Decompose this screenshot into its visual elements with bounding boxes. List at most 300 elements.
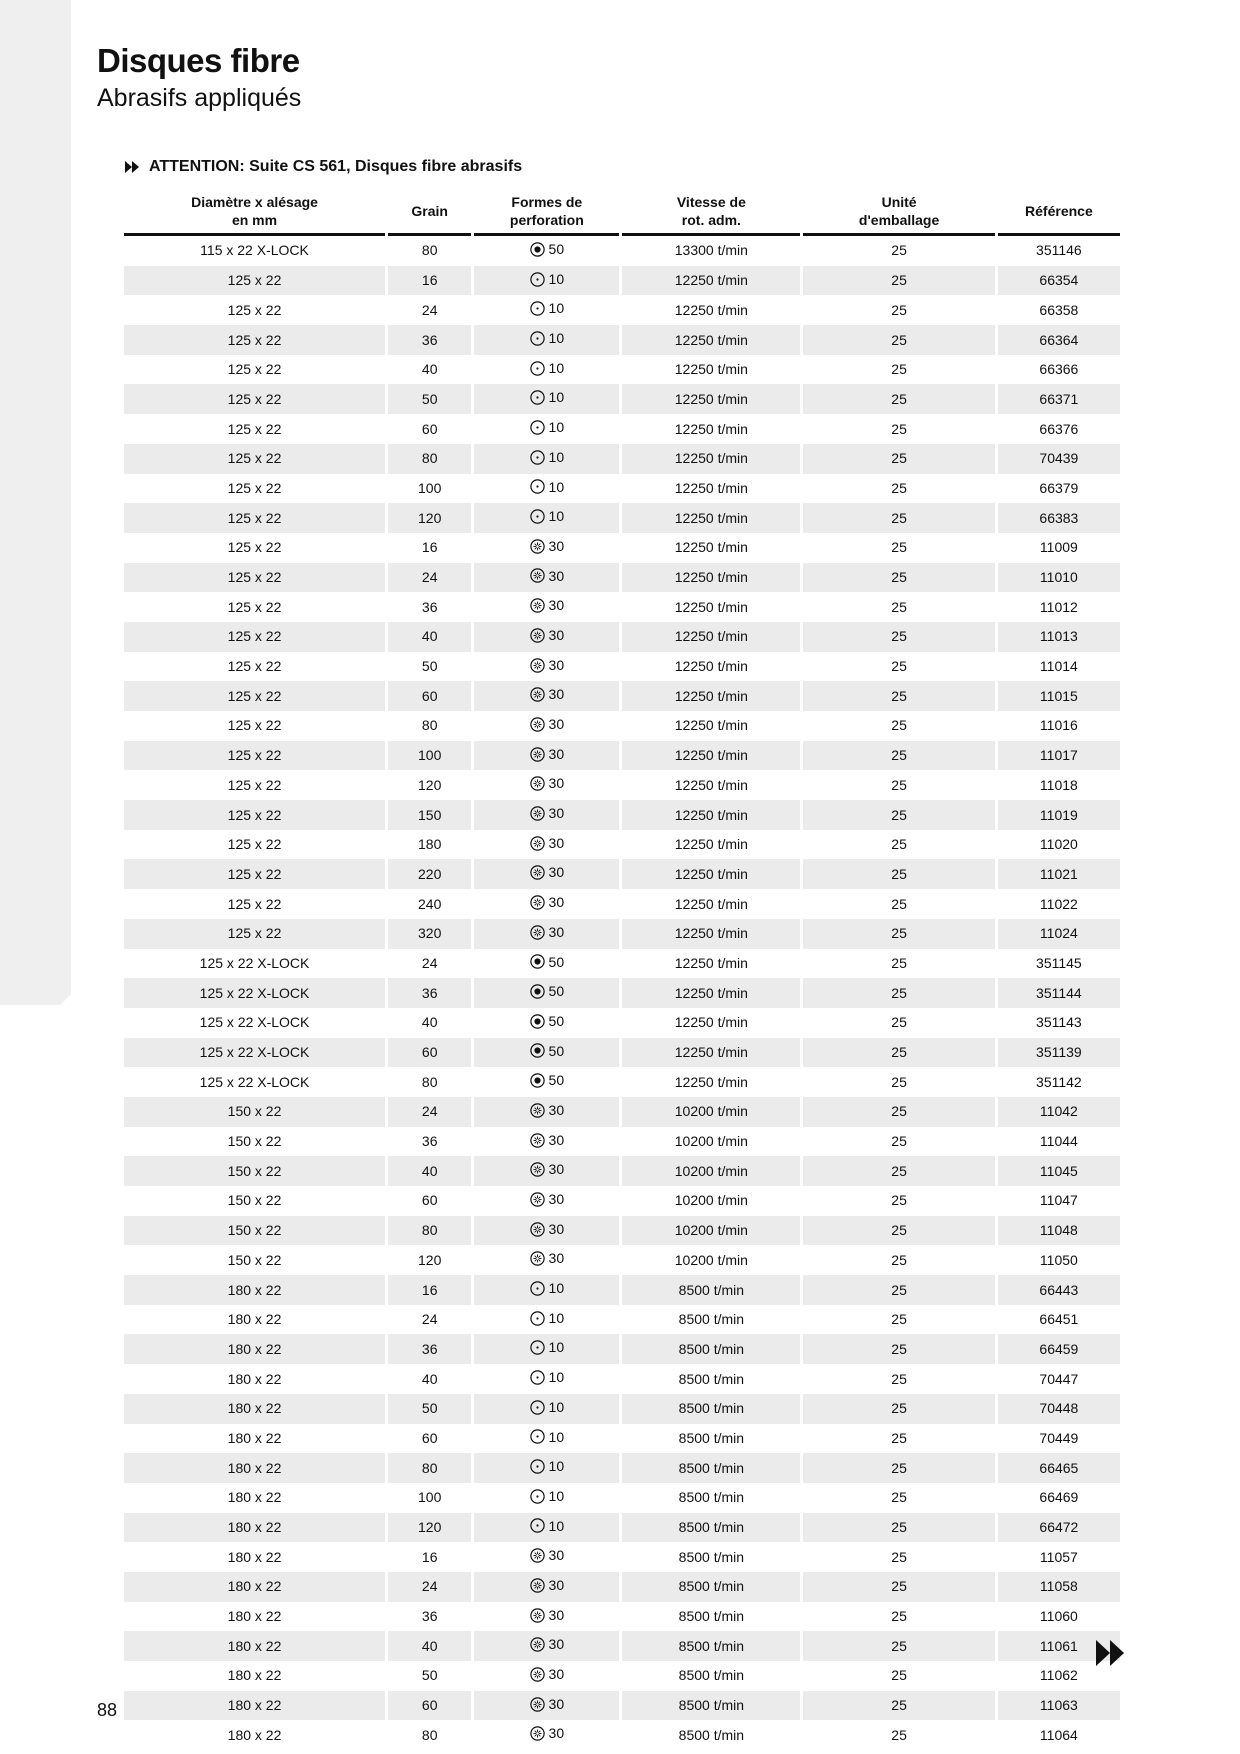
header-speed-line2: rot. adm.	[681, 212, 741, 228]
table-row	[124, 1453, 1120, 1483]
header-unit-line1: Unité	[881, 194, 917, 210]
cell-speed: 12250 t/min	[674, 479, 748, 496]
table-row	[124, 1661, 1120, 1691]
cell-grain: 24	[388, 1097, 471, 1127]
perforation-star-icon	[530, 1667, 545, 1682]
table-row	[124, 949, 1120, 979]
cell-unit: 25	[803, 919, 994, 949]
perforation-code: 30	[548, 597, 565, 614]
perforation-value	[530, 1453, 565, 1480]
cell-diameter: 125 x 22	[227, 361, 282, 378]
perforation-xlock-icon	[530, 242, 545, 257]
cell-diameter: 125 x 22	[227, 717, 282, 734]
cell-unit: 25	[891, 1311, 907, 1328]
cell-diameter: 125 x 22	[227, 420, 282, 437]
table-row	[124, 444, 1120, 474]
cell-speed: 12250 t/min	[674, 1014, 748, 1031]
cell-perforation	[474, 474, 619, 504]
cell-diameter: 125 x 22	[227, 658, 282, 675]
table-row	[124, 384, 1120, 414]
cell-reference: 66459	[998, 1334, 1120, 1364]
perforation-code: 30	[548, 923, 565, 940]
cell-speed: 12250 t/min	[674, 954, 748, 971]
cell-grain: 120	[388, 1513, 471, 1543]
perforation-xlock-icon	[530, 1073, 545, 1088]
cell-speed: 13300 t/min	[674, 242, 748, 259]
perforation-code: 30	[548, 775, 565, 792]
cell-speed: 8500 t/min	[678, 1726, 745, 1743]
cell-perforation	[474, 830, 619, 860]
cell-reference: 66358	[1039, 301, 1079, 318]
perforation-code: 30	[548, 1666, 565, 1682]
cell-diameter: 150 x 22	[227, 1192, 282, 1209]
header-speed-line1: Vitesse de	[676, 194, 746, 210]
cell-reference: 11064	[1039, 1726, 1078, 1743]
cell-speed: 12250 t/min	[674, 658, 748, 675]
cell-reference: 66354	[998, 266, 1120, 296]
perforation-code: 10	[548, 330, 565, 347]
perforation-code: 50	[548, 1012, 565, 1029]
header-diameter-line1: Diamètre x alésage	[191, 194, 318, 210]
cell-grain: 40	[421, 361, 438, 378]
cell-diameter: 125 x 22	[124, 325, 385, 355]
cell-grain: 150	[388, 800, 471, 830]
cell-reference: 11047	[1039, 1192, 1078, 1209]
cell-perforation	[474, 503, 619, 533]
table-row	[124, 1394, 1120, 1424]
cell-perforation	[474, 1245, 619, 1275]
cell-speed: 12250 t/min	[622, 800, 800, 830]
cell-perforation	[474, 1602, 619, 1632]
cell-perforation	[474, 978, 619, 1008]
perforation-center-dot-icon	[530, 1340, 545, 1355]
cell-grain: 36	[388, 325, 471, 355]
cell-reference: 66469	[1039, 1489, 1079, 1506]
cell-unit: 25	[891, 598, 907, 615]
cell-grain: 50	[421, 658, 438, 675]
cell-unit: 25	[803, 1097, 994, 1127]
perforation-value	[530, 1661, 565, 1688]
cell-unit: 25	[803, 1691, 994, 1721]
cell-unit: 25	[891, 895, 907, 912]
cell-reference: 351142	[1036, 1073, 1082, 1090]
table-row	[124, 830, 1120, 860]
perforation-code: 30	[548, 656, 565, 673]
perforation-center-dot-icon	[530, 1429, 545, 1444]
perforation-value	[530, 1156, 565, 1183]
cell-perforation	[474, 1067, 619, 1097]
cell-diameter: 180 x 22	[227, 1370, 282, 1387]
cell-unit: 25	[891, 479, 907, 496]
cell-grain: 16	[421, 539, 438, 556]
cell-speed: 12250 t/min	[622, 859, 800, 889]
perforation-code: 30	[548, 834, 565, 851]
cell-unit: 25	[803, 563, 994, 593]
table-row	[124, 1156, 1120, 1186]
product-table	[121, 189, 1123, 1750]
table-row	[124, 266, 1120, 296]
cell-diameter: 180 x 22	[124, 1275, 385, 1305]
cell-grain: 60	[388, 681, 471, 711]
cell-speed: 12250 t/min	[674, 301, 748, 318]
perforation-code: 30	[548, 567, 565, 584]
perforation-code: 50	[548, 1042, 565, 1059]
perforation-code: 10	[548, 1280, 565, 1297]
cell-speed: 8500 t/min	[622, 1334, 800, 1364]
cell-perforation	[474, 1038, 619, 1068]
cell-speed: 10200 t/min	[674, 1192, 748, 1209]
cell-perforation	[474, 355, 619, 385]
table-row	[124, 1038, 1120, 1068]
cell-unit: 25	[803, 1038, 994, 1068]
cell-perforation	[474, 384, 619, 414]
cell-reference: 11024	[998, 919, 1120, 949]
cell-reference: 351145	[1036, 954, 1082, 971]
perforation-center-dot-icon	[530, 331, 545, 346]
perforation-value	[530, 622, 565, 649]
cell-reference: 11042	[998, 1097, 1120, 1127]
table-row	[124, 800, 1120, 830]
perforation-value	[530, 236, 565, 263]
cell-unit: 25	[803, 1572, 994, 1602]
perforation-xlock-icon	[530, 954, 545, 969]
cell-speed: 12250 t/min	[622, 325, 800, 355]
perforation-code: 30	[548, 1725, 565, 1742]
perforation-value	[530, 444, 565, 471]
perforation-code: 30	[548, 1161, 565, 1178]
cell-perforation	[474, 681, 619, 711]
table-row	[124, 414, 1120, 444]
cell-grain: 36	[388, 1334, 471, 1364]
cell-diameter: 150 x 22	[124, 1156, 385, 1186]
cell-speed: 8500 t/min	[622, 1394, 800, 1424]
cell-reference: 351146	[1036, 242, 1082, 259]
table-row	[124, 563, 1120, 593]
table-header-row	[124, 189, 1120, 236]
cell-unit: 25	[891, 1726, 907, 1743]
cell-diameter: 180 x 22	[227, 1608, 282, 1625]
cell-speed: 8500 t/min	[678, 1489, 745, 1506]
cell-unit: 25	[803, 1394, 994, 1424]
cell-unit: 25	[891, 420, 907, 437]
cell-speed: 8500 t/min	[678, 1667, 745, 1684]
perforation-value	[530, 1245, 565, 1272]
cell-diameter: 125 x 22 X-LOCK	[199, 1014, 310, 1031]
page-subtitle: Abrasifs appliqués	[97, 84, 302, 112]
perforation-center-dot-icon	[530, 420, 545, 435]
cell-speed: 12250 t/min	[622, 444, 800, 474]
cell-perforation	[474, 1186, 619, 1216]
cell-grain: 120	[388, 503, 471, 533]
perforation-value	[530, 949, 565, 976]
perforation-xlock-icon	[530, 1014, 545, 1029]
perforation-value	[530, 1572, 565, 1599]
perforation-value	[530, 1542, 565, 1569]
cell-reference: 11060	[1039, 1608, 1078, 1625]
table-row	[124, 1542, 1120, 1572]
table-row	[124, 741, 1120, 771]
perforation-code: 10	[548, 1369, 565, 1386]
cell-speed: 12250 t/min	[674, 836, 748, 853]
perforation-value	[530, 266, 565, 293]
cell-speed: 8500 t/min	[622, 1453, 800, 1483]
cell-grain: 60	[421, 420, 438, 437]
perforation-star-icon	[530, 1103, 545, 1118]
perforation-code: 30	[548, 626, 565, 643]
cell-speed: 12250 t/min	[674, 1073, 748, 1090]
cell-unit: 25	[891, 1429, 907, 1446]
cell-diameter: 125 x 22	[227, 836, 282, 853]
table-row	[124, 1513, 1120, 1543]
perforation-value	[530, 919, 565, 946]
table-row	[124, 919, 1120, 949]
perforation-star-icon	[530, 628, 545, 643]
perforation-center-dot-icon	[530, 1459, 545, 1474]
perforation-code: 30	[548, 1220, 565, 1237]
cell-reference: 11062	[1039, 1667, 1078, 1684]
cell-diameter: 180 x 22	[227, 1548, 282, 1565]
cell-reference: 11050	[1039, 1251, 1078, 1268]
cell-grain: 36	[421, 598, 438, 615]
cell-grain: 80	[388, 444, 471, 474]
cell-speed: 12250 t/min	[622, 503, 800, 533]
cell-diameter: 125 x 22 X-LOCK	[124, 1038, 385, 1068]
cell-diameter: 125 x 22	[227, 479, 282, 496]
perforation-star-icon	[530, 658, 545, 673]
perforation-value	[530, 1424, 565, 1451]
perforation-code: 10	[548, 1487, 565, 1504]
perforation-code: 30	[548, 1695, 565, 1712]
cell-speed: 12250 t/min	[674, 420, 748, 437]
cell-speed: 8500 t/min	[622, 1572, 800, 1602]
cell-reference: 66383	[998, 503, 1120, 533]
cell-reference: 11017	[998, 741, 1120, 771]
header-grain-label: Grain	[411, 203, 448, 219]
cell-speed: 8500 t/min	[622, 1631, 800, 1661]
cell-unit: 25	[891, 717, 907, 734]
table-row	[124, 1631, 1120, 1661]
cell-speed: 12250 t/min	[622, 681, 800, 711]
cell-unit: 25	[891, 361, 907, 378]
table-row	[124, 1305, 1120, 1335]
cell-reference: 70439	[998, 444, 1120, 474]
perforation-code: 30	[548, 686, 565, 703]
cell-grain: 40	[421, 1370, 438, 1387]
header-perforation-line2: perforation	[509, 212, 584, 228]
perforation-star-icon	[530, 539, 545, 554]
perforation-value	[530, 414, 565, 441]
cell-speed: 10200 t/min	[622, 1216, 800, 1246]
cell-grain: 24	[421, 1311, 438, 1328]
perforation-value	[530, 1691, 565, 1718]
cell-reference: 11015	[998, 681, 1120, 711]
header-grain	[388, 189, 471, 236]
cell-speed: 12250 t/min	[674, 598, 748, 615]
table-row	[124, 1572, 1120, 1602]
cell-perforation	[474, 1334, 619, 1364]
cell-grain: 16	[388, 1275, 471, 1305]
cell-perforation	[474, 1216, 619, 1246]
table-row	[124, 1691, 1120, 1721]
cell-diameter: 125 x 22	[227, 598, 282, 615]
cell-grain: 60	[388, 1691, 471, 1721]
cell-perforation	[474, 1513, 619, 1543]
cell-diameter: 180 x 22	[124, 1334, 385, 1364]
cell-diameter: 180 x 22	[124, 1572, 385, 1602]
table-row	[124, 325, 1120, 355]
cell-speed: 10200 t/min	[674, 1133, 748, 1150]
perforation-star-icon	[530, 568, 545, 583]
cell-unit: 25	[803, 1275, 994, 1305]
cell-perforation	[474, 592, 619, 622]
cell-diameter: 125 x 22 X-LOCK	[199, 1073, 310, 1090]
table-row	[124, 474, 1120, 504]
cell-diameter: 180 x 22	[124, 1513, 385, 1543]
cell-perforation	[474, 1394, 619, 1424]
perforation-star-icon	[530, 1251, 545, 1266]
cell-unit: 25	[891, 658, 907, 675]
cell-unit: 25	[803, 325, 994, 355]
perforation-value	[530, 830, 565, 857]
cell-unit: 25	[891, 1192, 907, 1209]
cell-reference: 66443	[998, 1275, 1120, 1305]
table-row	[124, 889, 1120, 919]
cell-reference: 11014	[1039, 658, 1078, 675]
perforation-value	[530, 859, 565, 886]
cell-reference: 66379	[1039, 479, 1079, 496]
cell-diameter: 125 x 22	[124, 681, 385, 711]
table-row	[124, 1097, 1120, 1127]
perforation-star-icon	[530, 1162, 545, 1177]
header-unit	[803, 189, 994, 236]
perforation-center-dot-icon	[530, 361, 545, 376]
cell-grain: 180	[418, 836, 442, 853]
cell-reference: 11058	[998, 1572, 1120, 1602]
perforation-star-icon	[530, 895, 545, 910]
cell-unit: 25	[803, 859, 994, 889]
cell-grain: 36	[421, 1133, 438, 1150]
perforation-code: 30	[548, 894, 565, 911]
perforation-code: 30	[548, 1576, 565, 1593]
cell-grain: 80	[421, 242, 438, 259]
cell-diameter: 125 x 22	[124, 503, 385, 533]
cell-diameter: 180 x 22	[124, 1631, 385, 1661]
header-perforation-line1: Formes de	[511, 194, 583, 210]
cell-perforation	[474, 1661, 619, 1691]
header-reference-label: Référence	[1025, 203, 1093, 219]
cell-diameter: 150 x 22	[124, 1097, 385, 1127]
cell-diameter: 125 x 22 X-LOCK	[199, 954, 310, 971]
cell-unit: 25	[891, 836, 907, 853]
cell-perforation	[474, 622, 619, 652]
table-row	[124, 1483, 1120, 1513]
cell-speed: 8500 t/min	[678, 1548, 745, 1565]
table-row	[124, 622, 1120, 652]
cell-unit: 25	[891, 539, 907, 556]
perforation-value	[530, 563, 565, 590]
cell-grain: 80	[421, 717, 438, 734]
cell-diameter: 180 x 22	[124, 1394, 385, 1424]
perforation-xlock-icon	[530, 984, 545, 999]
cell-perforation	[474, 1127, 619, 1157]
cell-unit: 25	[803, 1513, 994, 1543]
cell-diameter: 125 x 22	[124, 563, 385, 593]
perforation-star-icon	[530, 1192, 545, 1207]
cell-reference: 66371	[998, 384, 1120, 414]
cell-diameter: 125 x 22	[124, 384, 385, 414]
cell-speed: 8500 t/min	[678, 1370, 745, 1387]
perforation-code: 50	[548, 983, 565, 1000]
perforation-value	[530, 1305, 565, 1332]
cell-unit: 25	[891, 776, 907, 793]
perforation-value	[530, 741, 565, 768]
perforation-code: 10	[548, 389, 565, 406]
cell-grain: 40	[388, 1631, 471, 1661]
perforation-code: 50	[548, 1072, 565, 1089]
cell-grain: 50	[421, 1667, 438, 1684]
cell-unit: 25	[803, 1216, 994, 1246]
table-row	[124, 1216, 1120, 1246]
cell-reference: 11063	[998, 1691, 1120, 1721]
cell-grain: 60	[421, 1429, 438, 1446]
perforation-star-icon	[530, 1697, 545, 1712]
perforation-value	[530, 889, 565, 916]
table-row	[124, 236, 1120, 266]
perforation-value	[530, 1602, 565, 1629]
perforation-star-icon	[530, 1548, 545, 1563]
cell-perforation	[474, 1275, 619, 1305]
cell-perforation	[474, 652, 619, 682]
cell-grain: 36	[388, 978, 471, 1008]
cell-grain: 40	[388, 622, 471, 652]
page-number: 88	[97, 1700, 118, 1720]
perforation-center-dot-icon	[530, 1370, 545, 1385]
cell-speed: 10200 t/min	[622, 1097, 800, 1127]
cell-perforation	[474, 1008, 619, 1038]
cell-perforation	[474, 859, 619, 889]
cell-perforation	[474, 295, 619, 325]
cell-speed: 12250 t/min	[674, 539, 748, 556]
cell-grain: 60	[388, 1038, 471, 1068]
perforation-star-icon	[530, 1726, 545, 1741]
cell-reference: 11022	[1039, 895, 1078, 912]
cell-diameter: 150 x 22	[124, 1216, 385, 1246]
perforation-code: 10	[548, 1517, 565, 1534]
table-body	[124, 236, 1120, 1750]
perforation-code: 10	[548, 1398, 565, 1415]
perforation-value	[530, 1720, 565, 1747]
cell-unit: 25	[803, 384, 994, 414]
cell-speed: 12250 t/min	[622, 978, 800, 1008]
cell-unit: 25	[803, 1631, 994, 1661]
perforation-center-dot-icon	[530, 301, 545, 316]
cell-diameter: 125 x 22	[227, 301, 282, 318]
cell-grain: 120	[418, 1251, 442, 1268]
table-row	[124, 355, 1120, 385]
cell-reference: 11019	[998, 800, 1120, 830]
perforation-code: 10	[548, 419, 565, 436]
cell-perforation	[474, 1631, 619, 1661]
perforation-value	[530, 652, 565, 679]
perforation-value	[530, 1275, 565, 1302]
perforation-code: 30	[548, 1606, 565, 1623]
cell-grain: 100	[418, 479, 442, 496]
cell-reference: 11044	[1039, 1133, 1078, 1150]
perforation-star-icon	[530, 687, 545, 702]
cell-grain: 80	[421, 1073, 438, 1090]
perforation-center-dot-icon	[530, 390, 545, 405]
cell-reference: 66366	[1039, 361, 1079, 378]
